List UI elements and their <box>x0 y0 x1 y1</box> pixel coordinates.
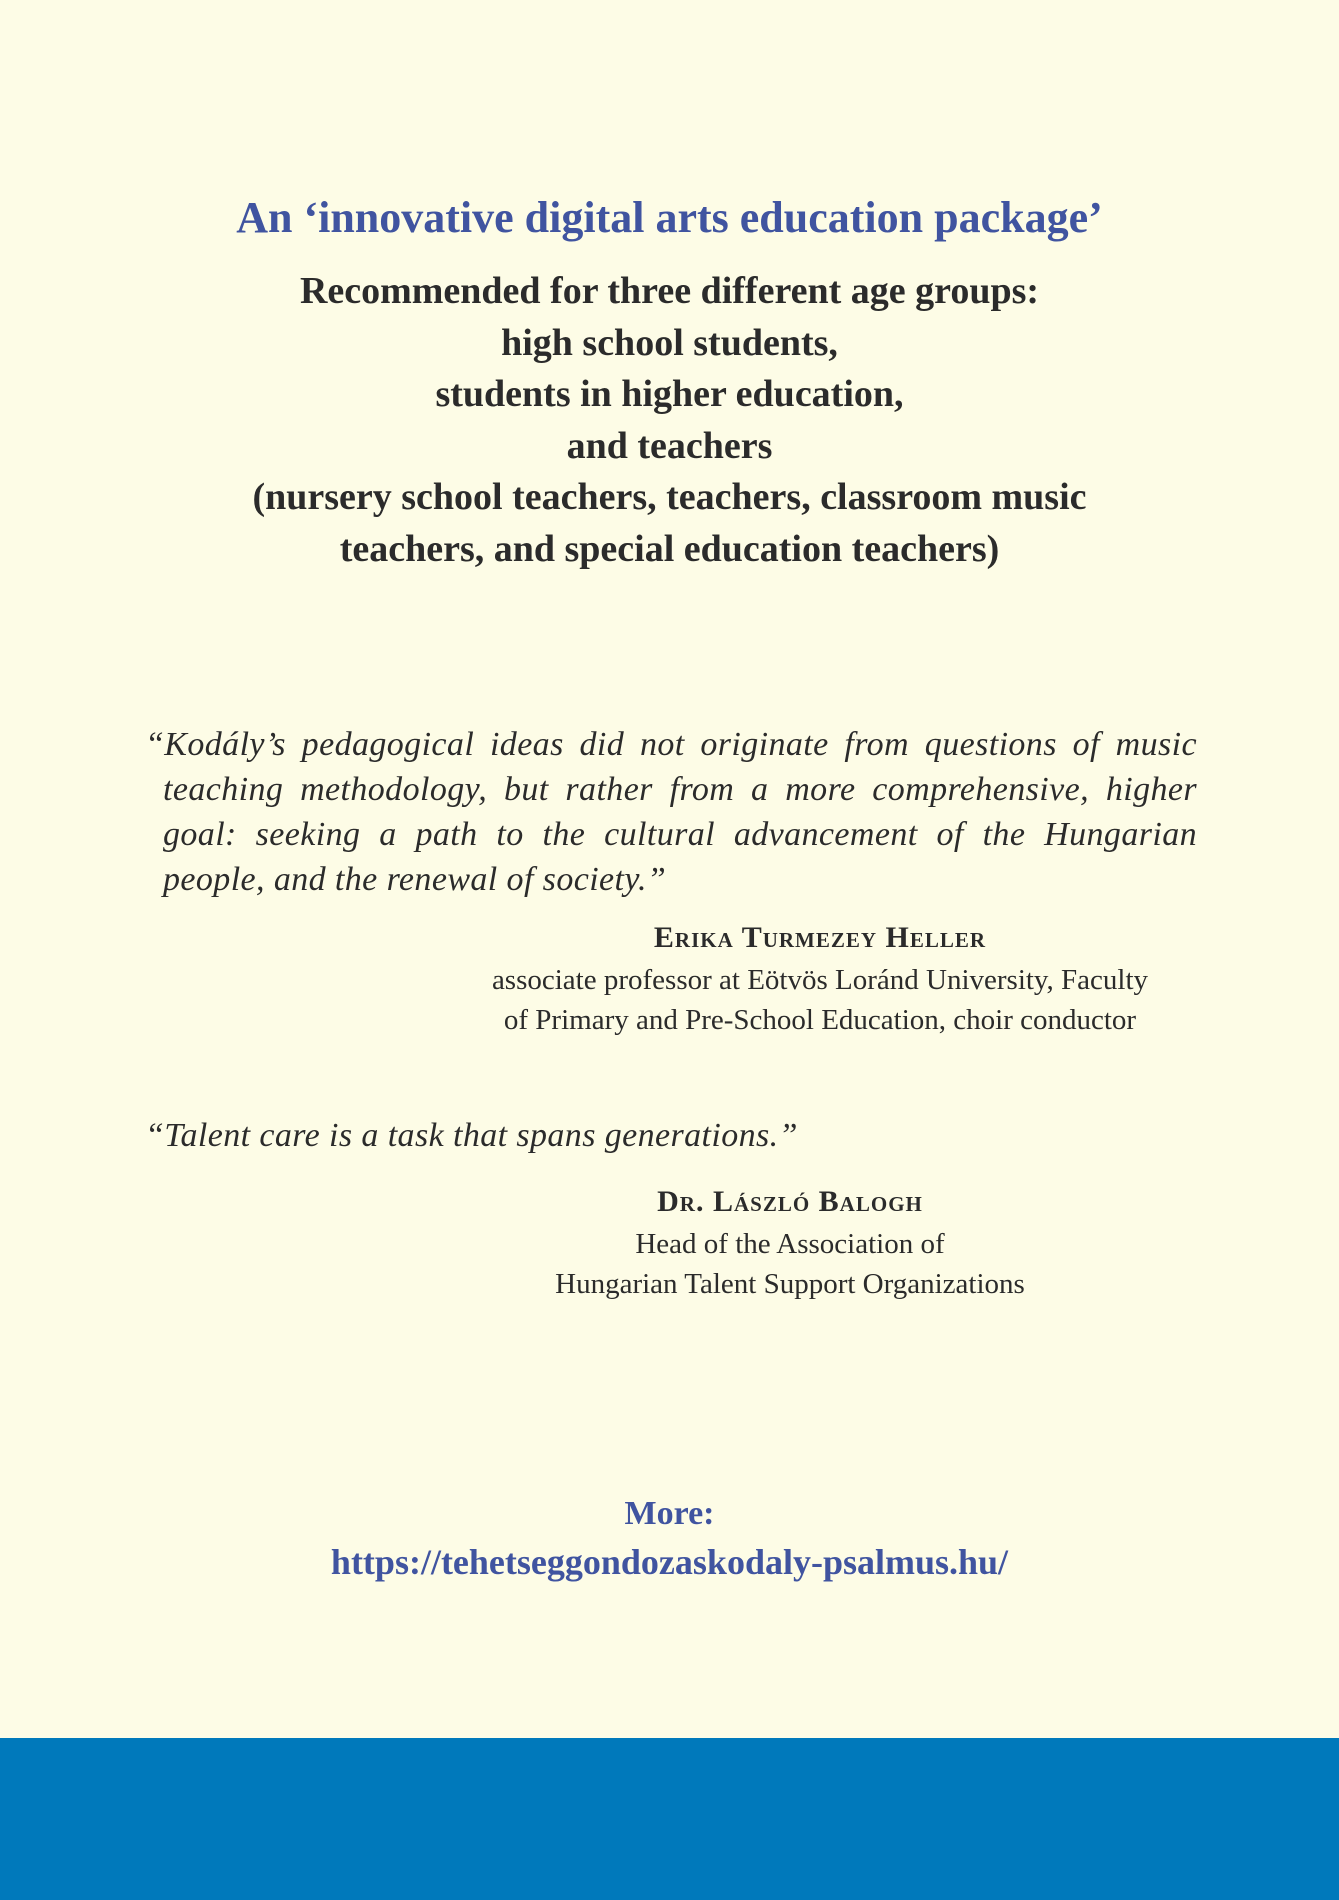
age-groups-line: (nursery school teachers, teachers, classroom music <box>252 476 1087 518</box>
author-role: Head of the Association of <box>635 1228 945 1260</box>
author-name: Dr. László Balogh <box>657 1185 923 1218</box>
quote-line: goal: seeking a path to the cultural advancement of the Hungarian <box>163 816 1197 853</box>
quote-talent-care: “Talent care is a task that spans generations.” <box>145 1117 798 1154</box>
age-groups-line: teachers, and special education teachers) <box>339 527 1000 570</box>
age-groups-line: and teachers <box>566 424 773 467</box>
quote-attribution <box>480 1180 1100 1304</box>
quote-attribution <box>440 916 1200 1040</box>
age-groups-line: students in higher education, <box>435 373 904 415</box>
author-role: of Primary and Pre-School Education, choir conductor <box>503 1004 1137 1036</box>
author-name: Erika Turmezey Heller <box>653 921 987 954</box>
quote-kodaly <box>145 722 1197 902</box>
author-role: Hungarian Talent Support Organizations <box>555 1268 1025 1300</box>
age-groups-block <box>0 266 1339 575</box>
website-link[interactable]: https://tehetseggondozaskodaly-psalmus.hu/ <box>330 1542 1009 1582</box>
headline: An ‘innovative digital arts education package’ <box>236 193 1103 242</box>
quote-line: people, and the renewal of society.” <box>163 861 667 898</box>
quote-line: teaching methodology, but rather from a more comprehensive, higher <box>163 771 1197 808</box>
author-role: associate professor at Eötvös Loránd University, Faculty <box>491 964 1149 996</box>
footer-band <box>0 1738 1339 1900</box>
more-label: More: <box>624 1495 715 1532</box>
more-info <box>0 1490 1339 1586</box>
age-groups-line: high school students, <box>501 321 838 364</box>
quote-line: “Kodály’s pedagogical ideas did not originate from questions of music <box>145 726 1197 763</box>
age-groups-line: Recommended for three different age groups: <box>299 270 1040 312</box>
